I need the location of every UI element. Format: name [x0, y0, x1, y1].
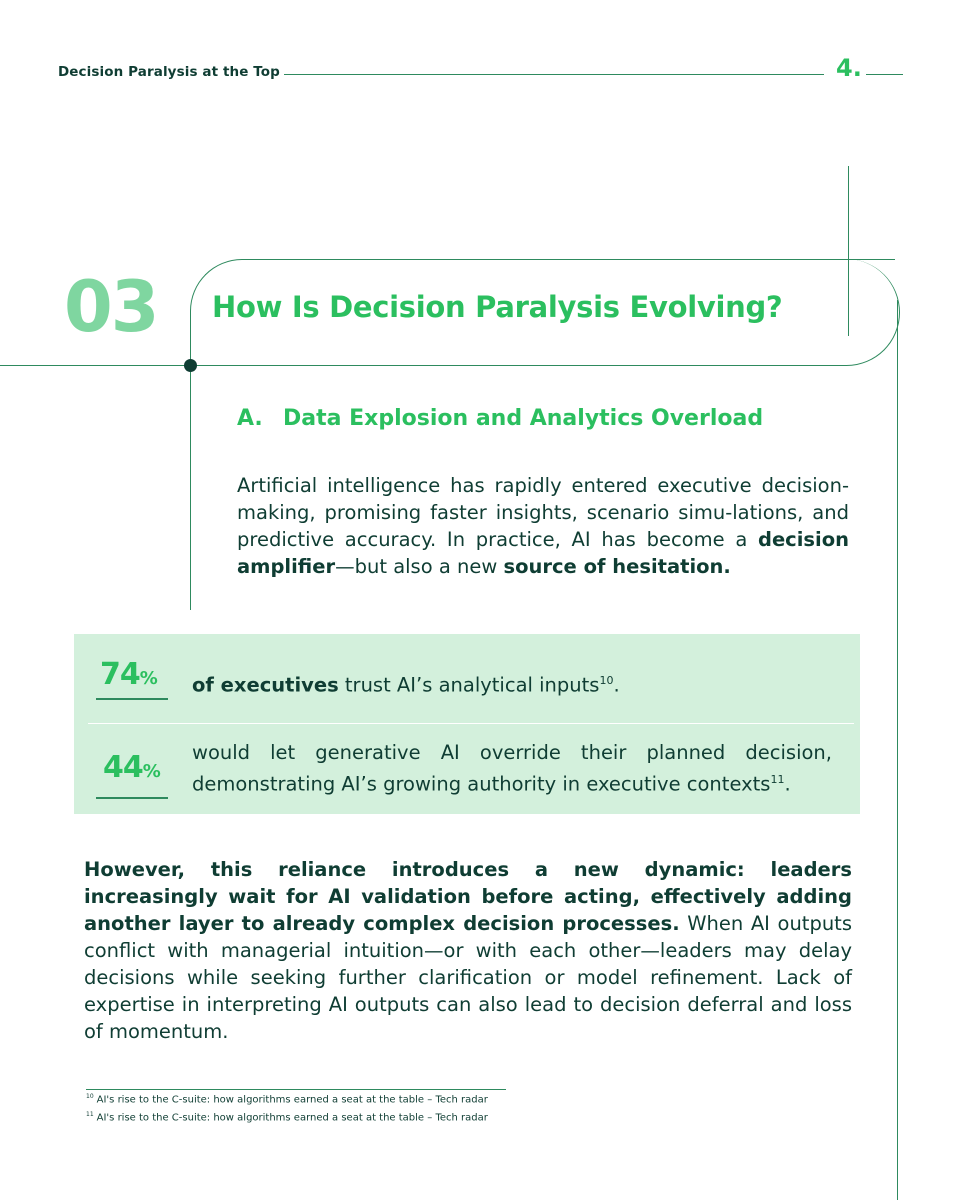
intro-text: Artificial intelligence has rapidly entered executive decision-making, promising faster insights, scenario simu-lations, and predictive accuracy. In practice, AI has become a [237, 474, 849, 551]
stat-text: trust AI’s analytical inputs [338, 673, 600, 697]
decorative-horizontal-line [0, 365, 192, 366]
footnote [86, 1111, 488, 1123]
subsection-title: Data Explosion and Analytics Overload [283, 406, 764, 431]
node-dot [184, 359, 197, 372]
section-number: 03 [64, 266, 158, 348]
decorative-vertical-line [897, 300, 898, 1200]
footnote-text: AI's rise to the C-suite: how algorithms earned a seat at the table – Tech radar [96, 1094, 488, 1106]
stat-description [192, 667, 620, 699]
intro-text: —but also a new [335, 555, 504, 578]
stat-emphasis: of executives [192, 673, 339, 697]
intro-emphasis: source of hesitation. [503, 555, 731, 578]
running-title: Decision Paralysis at the Top [58, 64, 280, 80]
stat-unit: % [139, 668, 158, 689]
stat-number: 74 [100, 657, 140, 692]
footnote-ref: 11 [770, 773, 785, 786]
section-title-rule [190, 365, 800, 366]
stat-value [100, 657, 158, 692]
footnote-rule [86, 1089, 506, 1090]
stat-description [192, 739, 832, 798]
footnote-number: 10 [86, 1093, 94, 1100]
stat-unit: % [142, 761, 161, 782]
subsection-heading [237, 406, 763, 431]
subsection-letter: A. [237, 406, 263, 431]
intro-emphasis: decision amplifier [237, 528, 849, 578]
stat-text: would let generative AI override their planned decision, demonstrating AI’s growing authority in executive contexts [192, 741, 832, 796]
body-emphasis: However, this reliance introduces a new dynamic: leaders increasingly wait for AI validation before acting, effectively adding another layer to already complex decision processes. [84, 858, 852, 935]
stat-text: . [784, 772, 791, 796]
stat-underline [96, 698, 168, 700]
decorative-vertical-line [190, 366, 191, 610]
intro-paragraph [237, 472, 849, 580]
header-rule [284, 74, 824, 75]
body-paragraph [84, 856, 852, 1045]
footnote-ref: 10 [599, 674, 614, 687]
stat-underline [96, 797, 168, 799]
footnote-number: 11 [86, 1111, 94, 1118]
footnote [86, 1093, 488, 1105]
stat-text: . [613, 673, 620, 697]
body-text: When AI outputs conflict with managerial intuition—or with each other—leaders may delay decisions while seeking further clarification or model refinement. Lack of expertise in interpreting AI outputs can also lead to decision deferral and loss of momentum. [84, 912, 852, 1043]
stats-divider [88, 723, 854, 724]
footnote-text: AI's rise to the C-suite: how algorithms earned a seat at the table – Tech radar [96, 1112, 488, 1124]
page-number: 4. [836, 54, 862, 82]
page-number-rule [866, 74, 903, 75]
section-title: How Is Decision Paralysis Evolving? [212, 290, 783, 324]
stat-number: 44 [103, 750, 143, 785]
stat-value [103, 750, 161, 785]
